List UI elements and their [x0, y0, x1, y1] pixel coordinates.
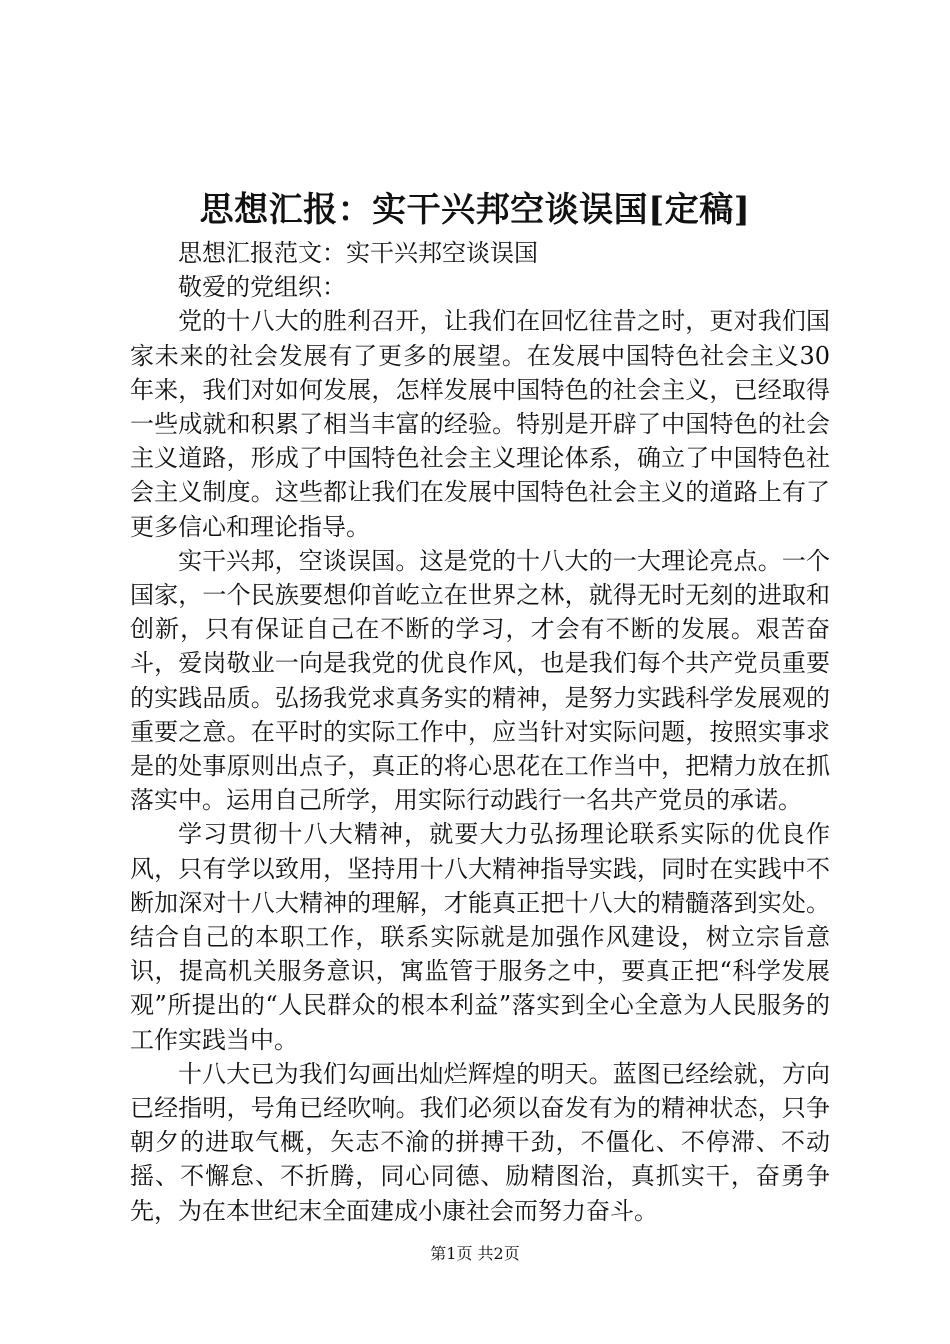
page-number-footer: 第1页 共2页	[430, 1244, 520, 1263]
document-subtitle: 思想汇报范文：实干兴邦空谈误国	[178, 239, 538, 267]
salutation: 敬爱的党组织：	[178, 273, 346, 302]
paragraph: 实干兴邦，空谈误国。这是党的十八大的一大理论亮点。一个国家，一个民族要想仰首屹立在世界之林，就得无时无刻的进取和创新，只有保证自己在不断的学习，才会有不断的发展。艰苦奋斗，爱岗敬业一向是我党的优良作风，也是我们每个共产党员重要的实践品质。弘扬我党求真务实的精神，是努力实践科学发展观的重要之意。在平时的实际工作中，应当针对实际问题，按照实事求是的处事原则出点子，真正的将心思花在工作当中，把精力放在抓落实中。运用自己所学，用实际行动践行一名共产党员的承诺。	[130, 546, 830, 815]
paragraph: 学习贯彻十八大精神，就要大力弘扬理论联系实际的优良作风，只有学以致用，坚持用十八大精神指导实践，同时在实践中不断加深对十八大精神的理解，才能真正把十八大的精髓落到实处。结合自己的本职工作，联系实际就是加强作风建设，树立宗旨意识，提高机关服务意识，寓监管于服务之中，要真正把“科学发展观”所提出的“人民群众的根本利益”落实到全心全意为人民服务的工作实践当中。	[130, 820, 830, 1054]
paragraph: 党的十八大的胜利召开，让我们在回忆往昔之时，更对我们国家未来的社会发展有了更多的展望。在发展中国特色社会主义30年来，我们对如何发展，怎样发展中国特色的社会主义，已经取得一些成就和积累了相当丰富的经验。特别是开辟了中国特色的社会主义道路，形成了中国特色社会主义理论体系，确立了中国特色社会主义制度。这些都让我们在发展中国特色社会主义的道路上有了更多信心和理论指导。	[130, 307, 830, 541]
document-title: 思想汇报：实干兴邦空谈误国[定稿]	[199, 190, 751, 230]
document-body	[130, 236, 830, 1228]
paragraph: 十八大已为我们勾画出灿烂辉煌的明天。蓝图已经绘就，方向已经指明，号角已经吹响。我们必须以奋发有为的精神状态，只争朝夕的进取气概，矢志不渝的拼搏干劲，不僵化、不停滞、不动摇、不懈怠、不折腾，同心同德、励精图治，真抓实干，奋勇争先，为在本世纪末全面建成小康社会而努力奋斗。	[130, 1059, 830, 1225]
